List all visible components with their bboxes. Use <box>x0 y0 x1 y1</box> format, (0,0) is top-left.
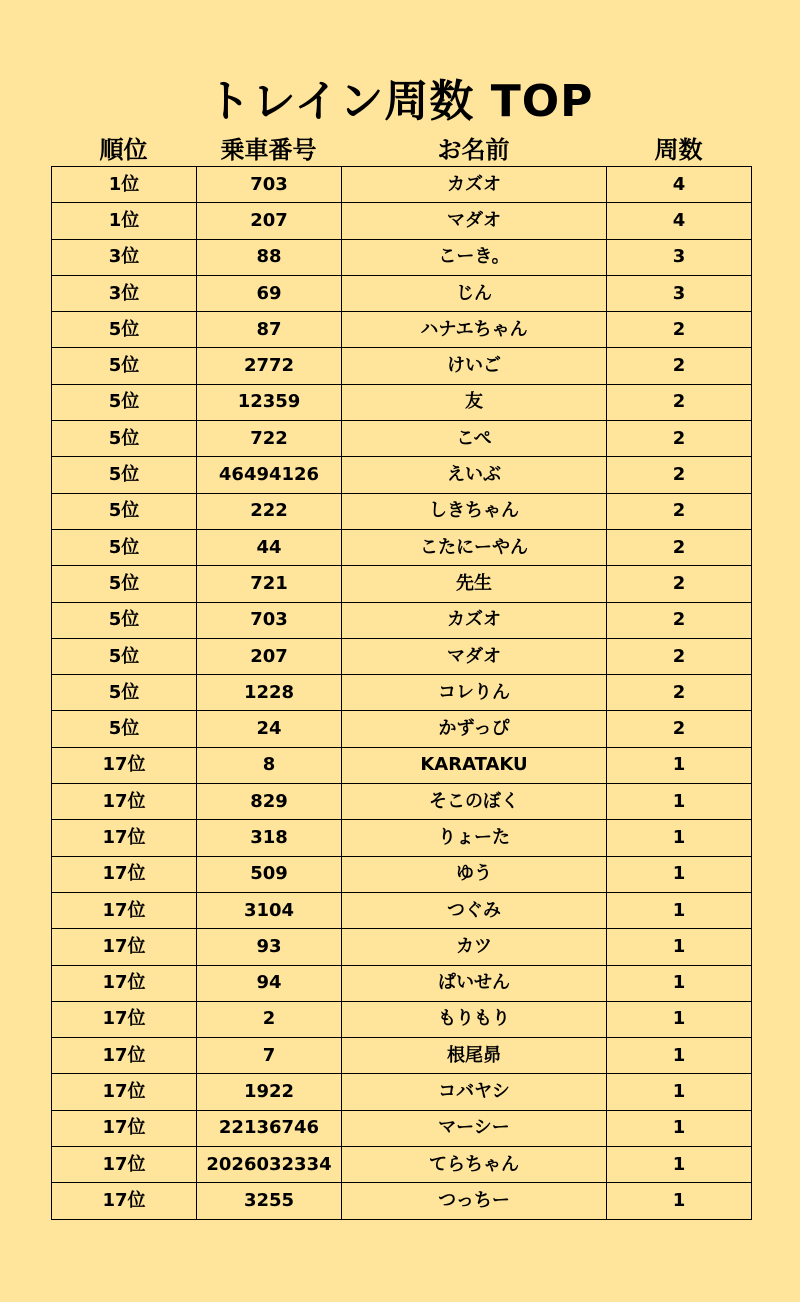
rank-cell: 3位 <box>52 275 197 311</box>
laps-cell: 2 <box>607 529 752 565</box>
number-cell: 12359 <box>197 384 342 420</box>
table-row <box>52 1001 752 1037</box>
name-cell: マダオ <box>342 203 607 239</box>
laps-cell: 4 <box>607 203 752 239</box>
number-cell: 7 <box>197 1038 342 1074</box>
name-cell: りょーた <box>342 820 607 856</box>
laps-cell: 2 <box>607 566 752 602</box>
name-cell: ハナエちゃん <box>342 312 607 348</box>
table-row <box>52 856 752 892</box>
name-cell: けいご <box>342 348 607 384</box>
table-row <box>52 529 752 565</box>
rank-cell: 5位 <box>52 457 197 493</box>
table-row <box>52 711 752 747</box>
table-row <box>52 747 752 783</box>
laps-cell: 2 <box>607 457 752 493</box>
table-row <box>52 1074 752 1110</box>
table-row <box>52 493 752 529</box>
rank-cell: 5位 <box>52 529 197 565</box>
header-laps: 周数 <box>654 136 703 164</box>
name-cell: ぱいせん <box>342 965 607 1001</box>
number-cell: 3104 <box>197 892 342 928</box>
number-cell: 318 <box>197 820 342 856</box>
name-cell: コレりん <box>342 675 607 711</box>
number-cell: 3255 <box>197 1183 342 1219</box>
rank-cell: 17位 <box>52 1038 197 1074</box>
number-cell: 46494126 <box>197 457 342 493</box>
rank-cell: 17位 <box>52 820 197 856</box>
name-cell: しきちゃん <box>342 493 607 529</box>
laps-cell: 1 <box>607 856 752 892</box>
table-row <box>52 566 752 602</box>
name-cell: カツ <box>342 929 607 965</box>
rank-cell: 17位 <box>52 1183 197 1219</box>
table-row <box>52 1038 752 1074</box>
laps-cell: 1 <box>607 820 752 856</box>
table-row <box>52 167 752 203</box>
table-row <box>52 384 752 420</box>
number-cell: 2026032334 <box>197 1147 342 1183</box>
name-cell: てらちゃん <box>342 1147 607 1183</box>
laps-cell: 2 <box>607 602 752 638</box>
rank-cell: 5位 <box>52 675 197 711</box>
number-cell: 829 <box>197 784 342 820</box>
name-cell: マダオ <box>342 638 607 674</box>
number-cell: 703 <box>197 602 342 638</box>
table-row <box>52 203 752 239</box>
name-cell: かずっぴ <box>342 711 607 747</box>
table-row <box>52 312 752 348</box>
name-cell: カズオ <box>342 167 607 203</box>
rank-cell: 5位 <box>52 566 197 602</box>
laps-cell: 1 <box>607 1074 752 1110</box>
table-row <box>52 892 752 928</box>
number-cell: 24 <box>197 711 342 747</box>
number-cell: 8 <box>197 747 342 783</box>
table-row <box>52 1147 752 1183</box>
table-row <box>52 929 752 965</box>
laps-cell: 1 <box>607 1183 752 1219</box>
laps-cell: 2 <box>607 421 752 457</box>
laps-cell: 1 <box>607 1147 752 1183</box>
table-row <box>52 348 752 384</box>
name-cell: もりもり <box>342 1001 607 1037</box>
ranking-table-body <box>52 167 752 1220</box>
number-cell: 93 <box>197 929 342 965</box>
name-cell: えいぶ <box>342 457 607 493</box>
rank-cell: 5位 <box>52 312 197 348</box>
rank-cell: 5位 <box>52 384 197 420</box>
laps-cell: 1 <box>607 892 752 928</box>
number-cell: 722 <box>197 421 342 457</box>
name-cell: こぺ <box>342 421 607 457</box>
name-cell: マーシー <box>342 1110 607 1146</box>
number-cell: 2772 <box>197 348 342 384</box>
name-cell: カズオ <box>342 602 607 638</box>
rank-cell: 5位 <box>52 421 197 457</box>
name-cell: つぐみ <box>342 892 607 928</box>
rank-cell: 1位 <box>52 167 197 203</box>
number-cell: 509 <box>197 856 342 892</box>
rank-cell: 17位 <box>52 1074 197 1110</box>
laps-cell: 3 <box>607 239 752 275</box>
table-row <box>52 675 752 711</box>
number-cell: 94 <box>197 965 342 1001</box>
table-row <box>52 965 752 1001</box>
number-cell: 87 <box>197 312 342 348</box>
header-number: 乗車番号 <box>220 136 317 164</box>
number-cell: 207 <box>197 638 342 674</box>
laps-cell: 2 <box>607 384 752 420</box>
name-cell: こーき。 <box>342 239 607 275</box>
table-row <box>52 820 752 856</box>
rank-cell: 17位 <box>52 1001 197 1037</box>
rank-cell: 17位 <box>52 1147 197 1183</box>
table-row <box>52 457 752 493</box>
name-cell: ゆう <box>342 856 607 892</box>
number-cell: 222 <box>197 493 342 529</box>
laps-cell: 4 <box>607 167 752 203</box>
laps-cell: 1 <box>607 965 752 1001</box>
name-cell: そこのぼく <box>342 784 607 820</box>
laps-cell: 2 <box>607 638 752 674</box>
rank-cell: 17位 <box>52 856 197 892</box>
laps-cell: 1 <box>607 1110 752 1146</box>
table-row <box>52 638 752 674</box>
table-row <box>52 1183 752 1219</box>
name-cell: 友 <box>342 384 607 420</box>
name-cell: KARATAKU <box>342 747 607 783</box>
number-cell: 88 <box>197 239 342 275</box>
name-cell: 根尾昴 <box>342 1038 607 1074</box>
name-cell: 先生 <box>342 566 607 602</box>
number-cell: 2 <box>197 1001 342 1037</box>
number-cell: 1922 <box>197 1074 342 1110</box>
header-name: お名前 <box>437 136 510 164</box>
name-cell: こたにーやん <box>342 529 607 565</box>
laps-cell: 2 <box>607 348 752 384</box>
table-row <box>52 1110 752 1146</box>
laps-cell: 1 <box>607 929 752 965</box>
table-row <box>52 421 752 457</box>
rank-cell: 17位 <box>52 747 197 783</box>
number-cell: 721 <box>197 566 342 602</box>
number-cell: 1228 <box>197 675 342 711</box>
laps-cell: 2 <box>607 312 752 348</box>
rank-cell: 5位 <box>52 348 197 384</box>
laps-cell: 3 <box>607 275 752 311</box>
rank-cell: 17位 <box>52 1110 197 1146</box>
laps-cell: 1 <box>607 1038 752 1074</box>
name-cell: じん <box>342 275 607 311</box>
laps-cell: 2 <box>607 493 752 529</box>
page-title: トレイン周数 TOP <box>206 76 594 127</box>
number-cell: 69 <box>197 275 342 311</box>
ranking-table <box>51 166 752 1220</box>
rank-cell: 17位 <box>52 929 197 965</box>
name-cell: コバヤシ <box>342 1074 607 1110</box>
number-cell: 207 <box>197 203 342 239</box>
rank-cell: 1位 <box>52 203 197 239</box>
number-cell: 22136746 <box>197 1110 342 1146</box>
laps-cell: 2 <box>607 711 752 747</box>
number-cell: 44 <box>197 529 342 565</box>
table-row <box>52 602 752 638</box>
rank-cell: 17位 <box>52 784 197 820</box>
rank-cell: 3位 <box>52 239 197 275</box>
laps-cell: 2 <box>607 675 752 711</box>
laps-cell: 1 <box>607 1001 752 1037</box>
laps-cell: 1 <box>607 747 752 783</box>
rank-cell: 5位 <box>52 638 197 674</box>
table-row <box>52 784 752 820</box>
name-cell: つっちー <box>342 1183 607 1219</box>
table-row <box>52 275 752 311</box>
rank-cell: 5位 <box>52 602 197 638</box>
laps-cell: 1 <box>607 784 752 820</box>
rank-cell: 17位 <box>52 892 197 928</box>
column-headers <box>51 134 751 166</box>
rank-cell: 5位 <box>52 711 197 747</box>
number-cell: 703 <box>197 167 342 203</box>
rank-cell: 17位 <box>52 965 197 1001</box>
rank-cell: 5位 <box>52 493 197 529</box>
table-row <box>52 239 752 275</box>
header-rank: 順位 <box>99 136 148 164</box>
